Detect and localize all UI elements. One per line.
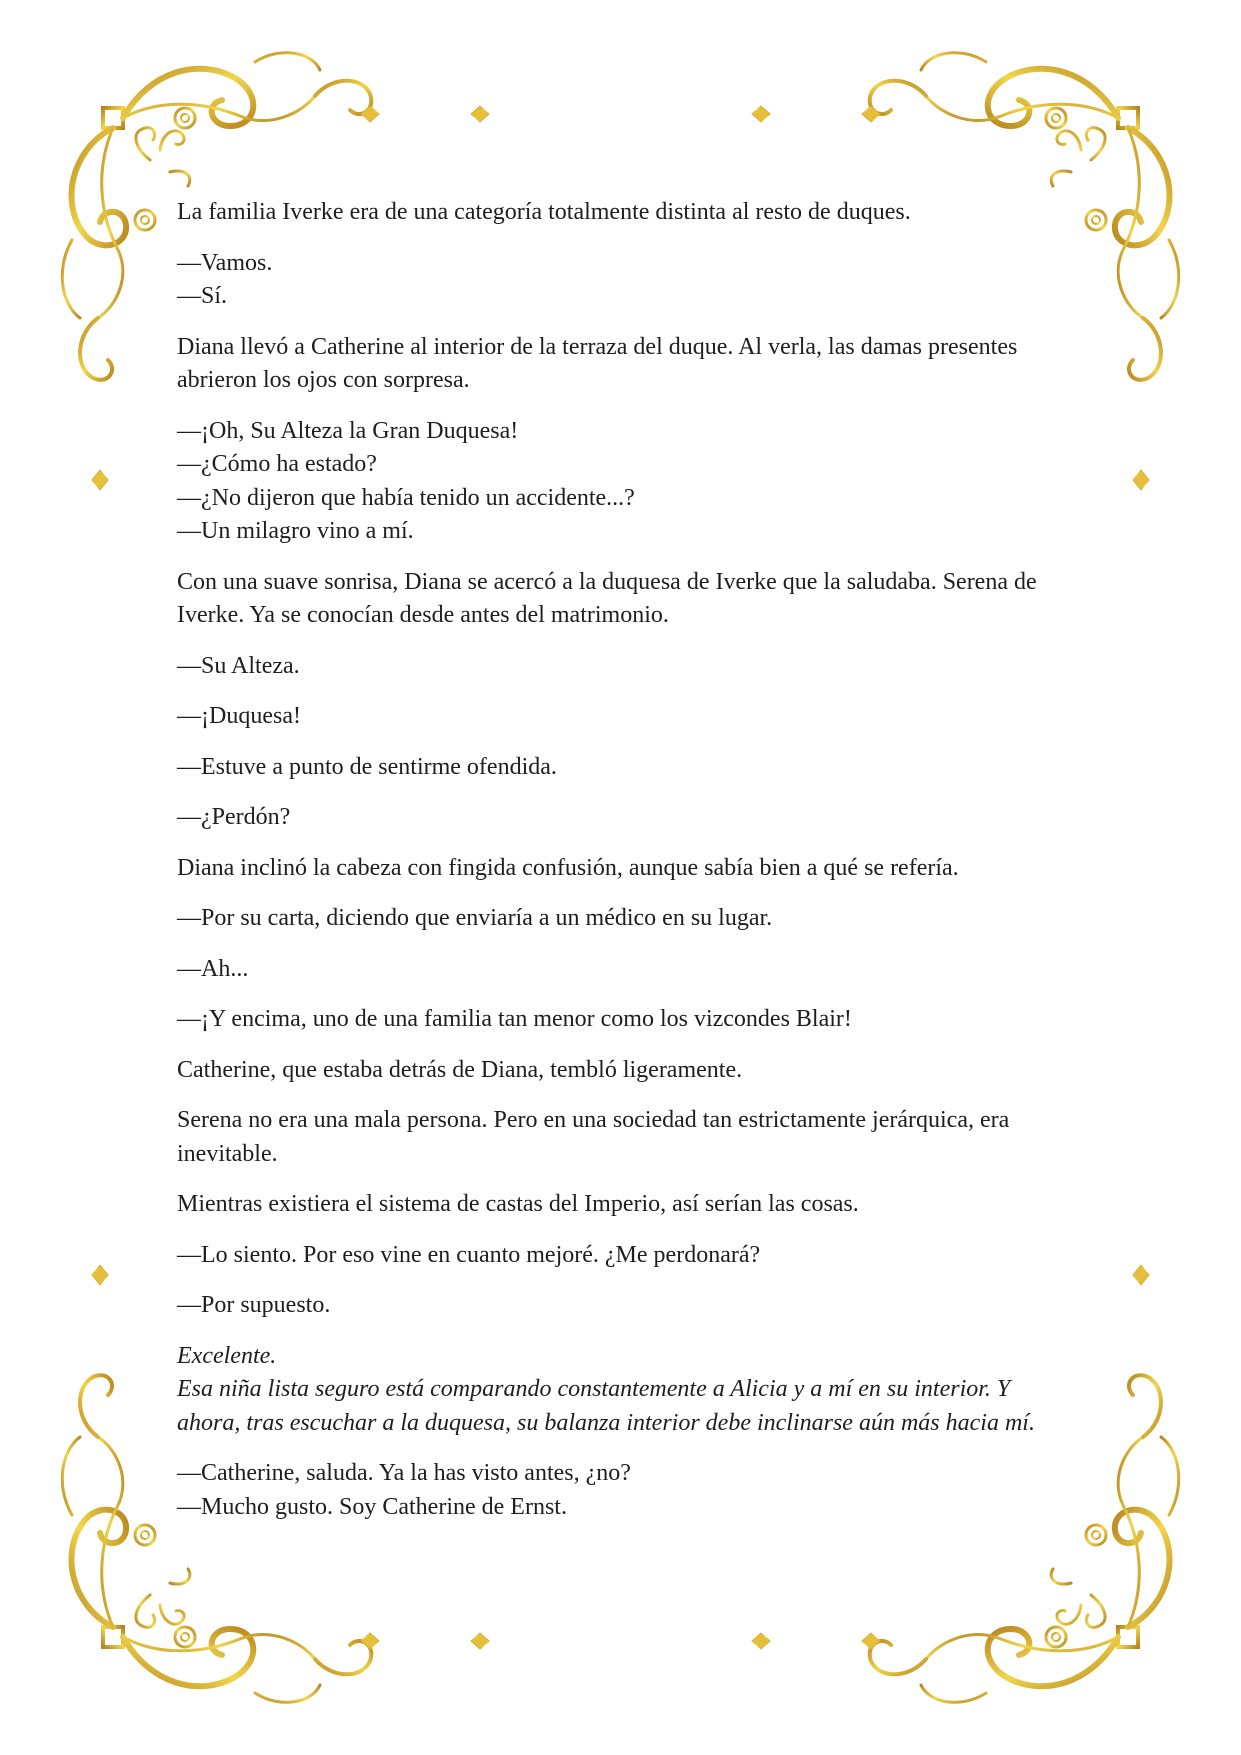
paragraph: Serena no era una mala persona. Pero en una sociedad tan estrictamente jerárquica, era inevitable. <box>177 1107 1010 1167</box>
paragraph: Diana llevó a Catherine al interior de la terraza del duque. Al verla, las damas presentes abrieron los ojos con sorpresa. <box>177 333 1018 393</box>
paragraph: —Por su carta, diciendo que enviaría a un médico en su lugar. <box>177 905 773 931</box>
italic-thought: Excelente. Esa niña lista seguro está comparando constantemente a Alicia y a mí en su interior. Y ahora, tras escuchar a la duquesa, su balanza interior debe inclinarse aún más hacia mí. <box>177 1342 1035 1436</box>
paragraph: —¡Duquesa! <box>177 703 301 729</box>
paragraph: —Ah... <box>177 955 249 982</box>
paragraph: —Lo siento. Por eso vine en cuanto mejoré. ¿Me perdonará? <box>177 1241 761 1268</box>
paragraph: Catherine, que estaba detrás de Diana, tembló ligeramente. <box>177 1056 743 1083</box>
paragraph: La familia Iverke era de una categoría totalmente distinta al resto de duques. <box>177 199 911 225</box>
paragraph: —¡Y encima, uno de una familia tan menor como los vizcondes Blair! <box>177 1006 852 1032</box>
paragraph: Diana inclinó la cabeza con fingida confusión, aunque sabía bien a qué se refería. <box>177 854 959 881</box>
paragraph: —¡Oh, Su Alteza la Gran Duquesa! —¿Cómo ha estado? —¿No dijeron que había tenido un accidente...? —Un milagro vino a mí. <box>177 417 635 544</box>
paragraph: —Su Alteza. <box>177 652 300 679</box>
paragraph: —¿Perdón? <box>177 804 291 830</box>
paragraph: —Estuve a punto de sentirme ofendida. <box>177 753 557 780</box>
paragraph: Mientras existiera el sistema de castas del Imperio, así serían las cosas. <box>177 1191 859 1217</box>
paragraph: —Vamos. —Sí. <box>177 249 273 309</box>
paragraph: —Catherine, saluda. Ya la has visto antes, ¿no? —Mucho gusto. Soy Catherine de Ernst. <box>177 1460 631 1520</box>
paragraph: Con una suave sonrisa, Diana se acercó a la duquesa de Iverke que la saludaba. Serena de Iverke. Ya se conocían desde antes del matrimonio. <box>177 568 1037 628</box>
chapter-text <box>177 196 1077 1541</box>
paragraph: —Por supuesto. <box>177 1292 331 1318</box>
